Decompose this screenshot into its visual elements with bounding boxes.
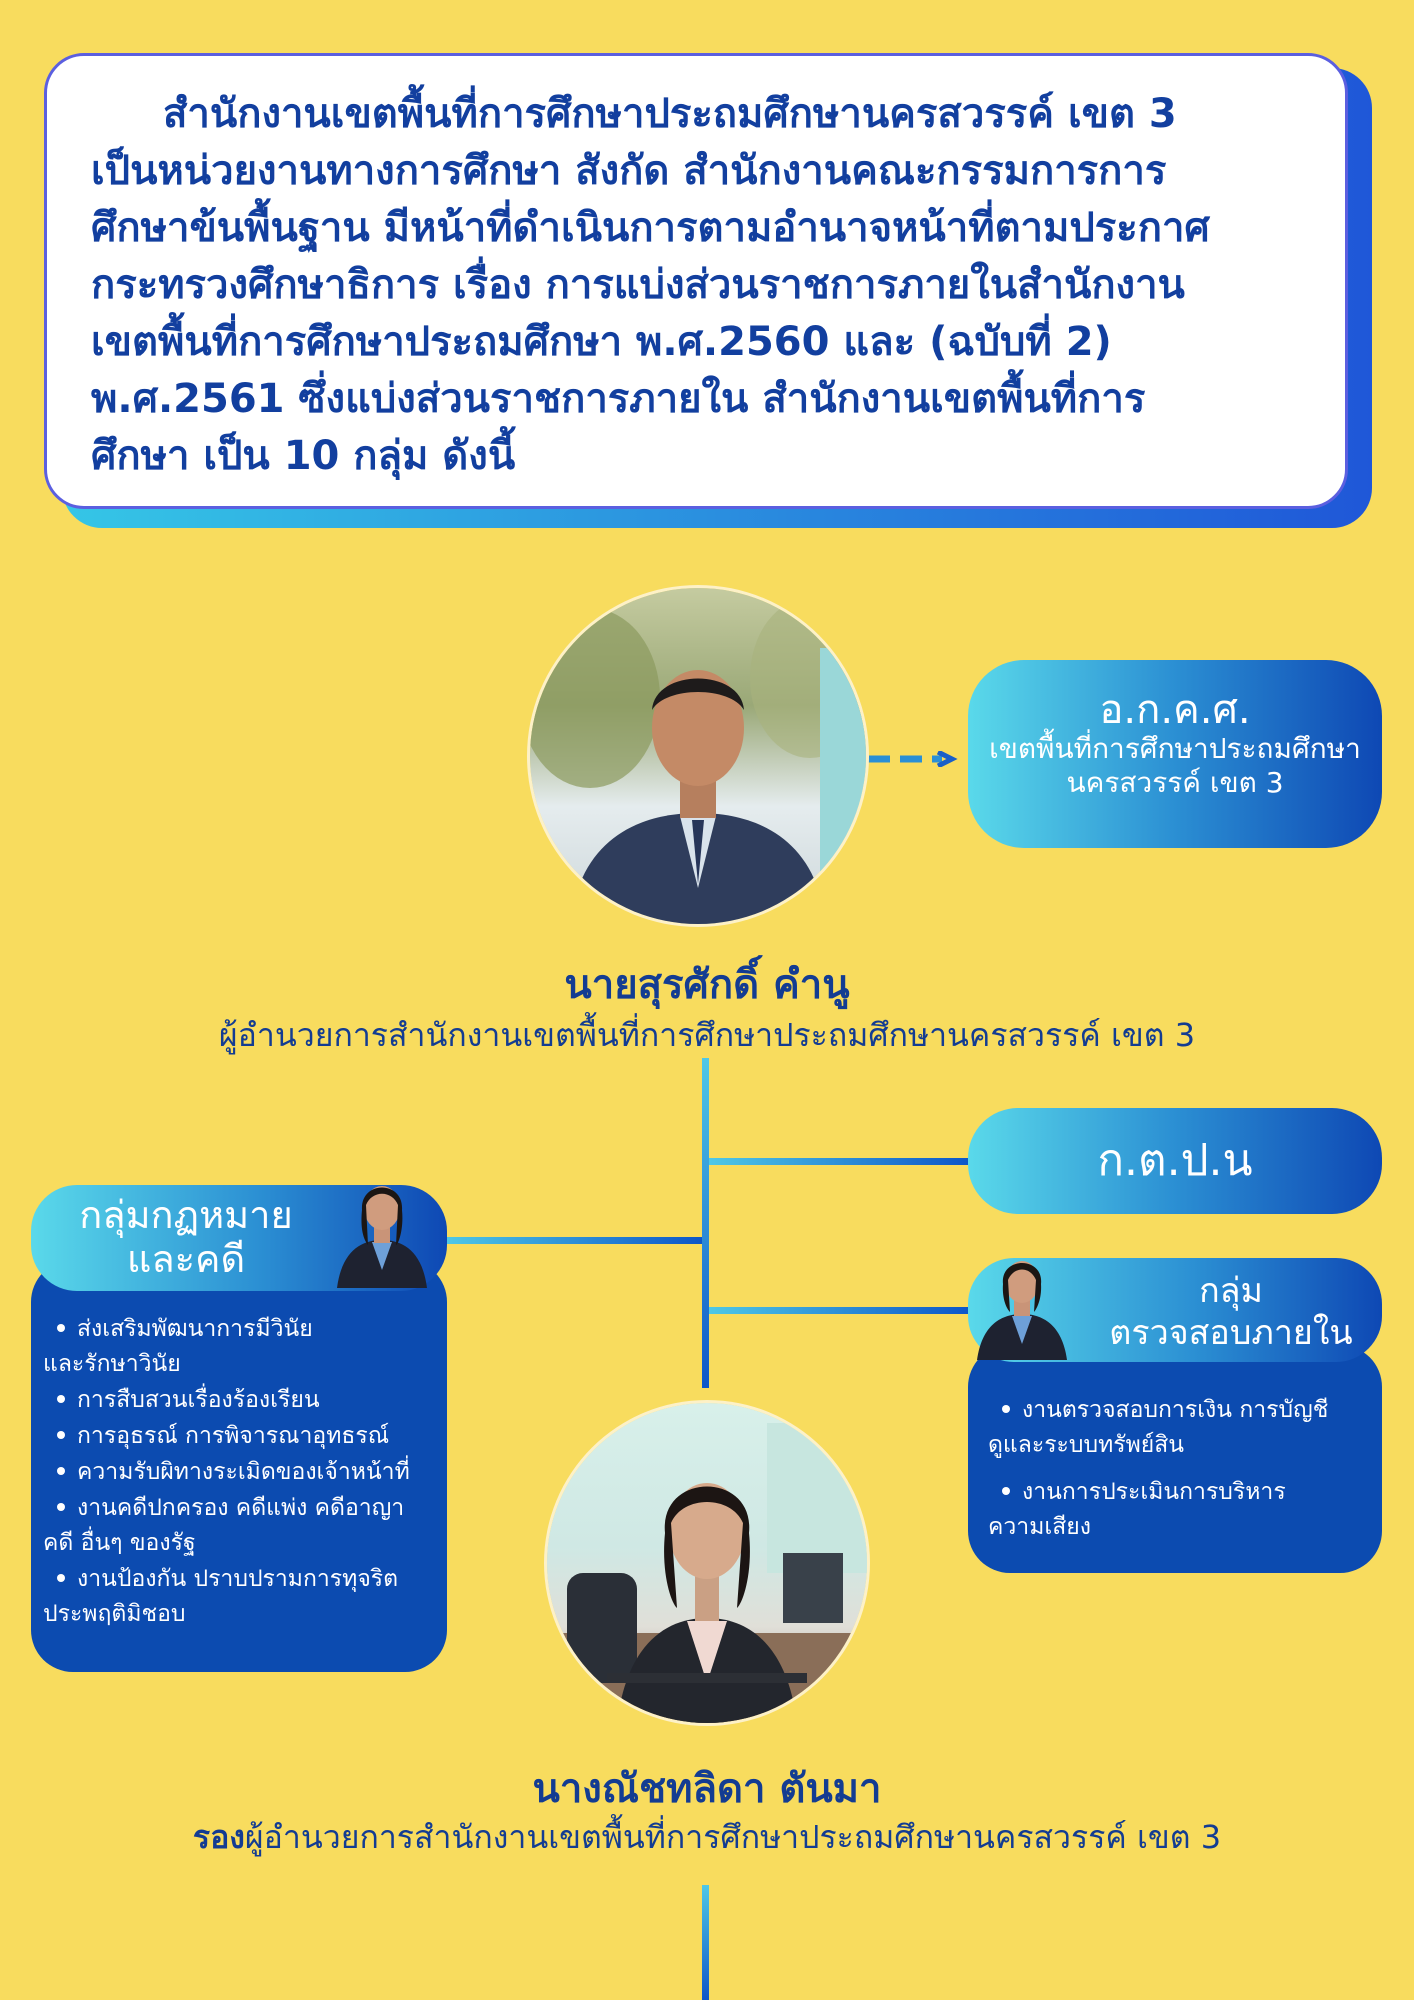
ktpn-box xyxy=(968,1108,1382,1214)
audit-head-avatar xyxy=(972,1242,1072,1360)
deputy-name: นางณัชทลิดา ตันมา xyxy=(532,1766,882,1812)
legal-duty-list xyxy=(43,1312,433,1632)
intro-line: กระทรวงศึกษาธิการ เรื่อง การแบ่งส่วนราชการภายในสำนักงาน xyxy=(91,262,1185,308)
deputy-photo xyxy=(547,1403,867,1723)
okkhs-box xyxy=(968,660,1382,848)
list-item: ส่งเสริมพัฒนาการมีวินัย และรักษาวินัย xyxy=(43,1316,313,1377)
list-item: ความรับผิทางระเมิดของเจ้าหน้าที่ xyxy=(43,1455,433,1490)
list-item: งานคดีปกครอง คดีแพ่ง คดีอาญา คดี อื่นๆ ของรัฐ xyxy=(43,1495,405,1556)
okkhs-line2: นครสวรรค์ เขต 3 xyxy=(1066,766,1284,799)
deputy-title-prefix: รอง xyxy=(192,1818,245,1856)
ktpn-connector-line xyxy=(709,1158,969,1165)
audit-connector-line xyxy=(709,1307,969,1314)
list-item: การสืบสวนเรื่องร้องเรียน xyxy=(43,1383,433,1418)
main-connector-line xyxy=(702,1058,709,1388)
list-item: งานตรวจสอบการเงิน การบัญชี ดูและระบบทรัพย์สิน xyxy=(988,1397,1329,1458)
list-item: งานการประเมินการบริหาร ความเสียง xyxy=(988,1479,1286,1540)
legal-group-card xyxy=(31,1260,447,1672)
deputy-title xyxy=(0,1812,1414,1863)
intro-line: เขตพื้นที่การศึกษาประถมศึกษา พ.ศ.2560 และ (ฉบับที่ 2) xyxy=(91,319,1112,365)
intro-card xyxy=(44,53,1348,509)
bottom-connector-line xyxy=(702,1885,709,2000)
director-photo xyxy=(530,588,866,924)
okkhs-abbr: อ.ก.ค.ศ. xyxy=(1099,687,1251,733)
list-item: การอุธรณ์ การพิจารณาอุทธรณ์ xyxy=(43,1419,433,1454)
intro-line: ศึกษาข้นพื้นฐาน มีหน้าที่ดำเนินการตามอำนาจหน้าที่ตามประกาศ xyxy=(91,205,1210,251)
legal-group-title: กลุ่มกฏหมาย และคดี xyxy=(79,1193,293,1281)
intro-line: พ.ศ.2561 ซึ่งแบ่งส่วนราชการภายใน สำนักงานเขตพื้นที่การ xyxy=(91,376,1146,422)
deputy-title-text: ผู้อำนวยการสำนักงานเขตพื้นที่การศึกษาประถมศึกษานครสวรรค์ เขต 3 xyxy=(244,1818,1222,1856)
dashed-arrow-icon xyxy=(868,751,958,767)
legal-head-avatar xyxy=(332,1170,432,1288)
intro-line: สำนักงานเขตพื้นที่การศึกษาประถมศึกษานครสวรรค์ เขต 3 xyxy=(163,91,1177,137)
audit-group-card xyxy=(968,1345,1382,1573)
director-title: ผู้อำนวยการสำนักงานเขตพื้นที่การศึกษาประถมศึกษานครสวรรค์ เขต 3 xyxy=(218,1016,1196,1054)
intro-line: เป็นหน่วยงานทางการศึกษา สังกัด สำนักงานคณะกรรมการการ xyxy=(91,148,1167,194)
audit-group-title: กลุ่ม ตรวจสอบภายใน xyxy=(1109,1271,1353,1353)
okkhs-line1: เขตพื้นที่การศึกษาประถมศึกษา xyxy=(989,732,1361,765)
intro-line: ศึกษา เป็น 10 กลุ่ม ดังนี้ xyxy=(91,433,516,479)
director-name: นายสุรศักดิ์ คำนู xyxy=(564,962,850,1008)
list-item: งานป้องกัน ปราบปรามการทุจริต ประพฤติมิชอบ xyxy=(43,1566,399,1627)
audit-duty-list xyxy=(988,1393,1370,1545)
ktpn-label: ก.ต.ป.น xyxy=(1097,1135,1253,1186)
legal-connector-line xyxy=(446,1237,702,1244)
